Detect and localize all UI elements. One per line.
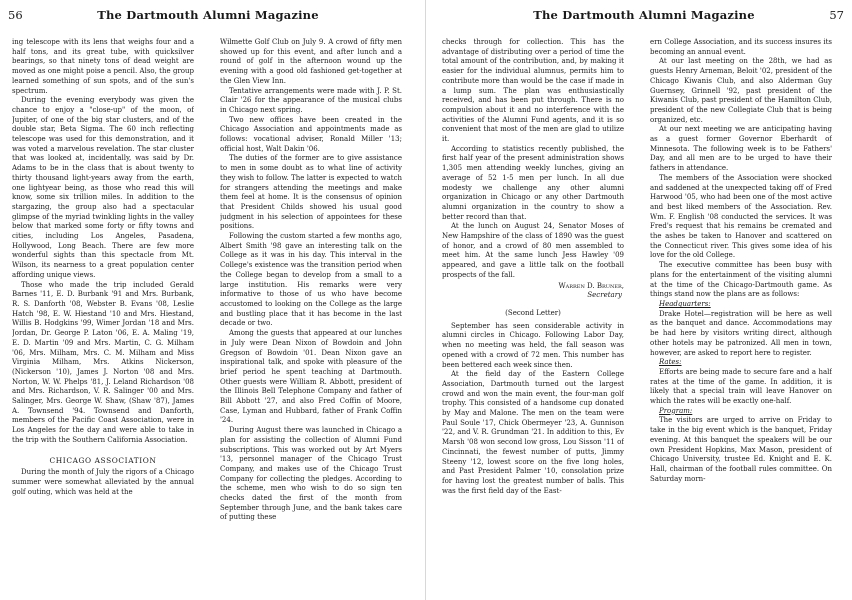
- paragraph: The executive committee has been busy with plans for the entertainment of the visiting alumni at the time of the Chicago-Dartmouth game. As things stand now the plans are as follows:: [650, 261, 832, 299]
- right-column-2: [650, 38, 832, 594]
- left-column-1: [12, 38, 194, 594]
- paragraph: The members of the Association were shocked and saddened at the unexpected taking off of Fred Harwood '05, who had been one of the most active and best liked members of the Association. Rev. Wm. F. English '08 conducted the services. It was Fred's request that his remains be cremated and the ashes be taken to Hanover and scattered on the Connecticut river. This gives some idea of his love for the old College.: [650, 173, 832, 260]
- paragraph: checks through for collection. This has the advantage of distributing over a period of time the total amount of the contribution, and, by making it easier for the individual alumnus, permits him to contribute more than would be the case if made in a lump sum. The plan was enthusiastically received, and has been put through. There is no compulsion about it and no interference with the activities of the Alumni Fund agents, and it is so convenient that most of the men are glad to utilize it.: [442, 38, 624, 144]
- signature-role: Secretary: [587, 291, 622, 300]
- paragraph: At the lunch on August 24, Senator Moses of New Hampshire of the class of 1890 was the guest of honor, and a crowd of 80 men assembled to meet him. At the same lunch Jess Hawley '09 appeared, and gave a little talk on the football prospects of the fall.: [442, 222, 624, 279]
- program-label: Program:: [659, 406, 693, 415]
- paragraph: Following the custom started a few months ago, Albert Smith '98 gave an interesting talk on the College as it was in his day. This interval in the College's existence was the transition period when the College began to develop from a small to a large institution. His remarks were very informative to those of us who have become accustomed to looking on the College as the large and bustling place that it has become in the last decade or two.: [220, 232, 402, 328]
- paragraph: Those who made the trip included Gerald Barnes '11, E. D. Burbank '91 and Mrs. Burbank, R. S. Danforth '08, Webster B. Evans '08, Leslie Hatch '98, E. W. Hiestand '10 and Mrs. Hiestand, Willis B. Hodgkins '99, Wimer Jordan '18 and Mrs. Jordan, Dr. George P. Laton '06, E. A. Maling '19, E. D. Martin '09 and Mrs. Martin, C. G. Milham '06, Mrs. Milham, Mrs. C. M. Milham and Miss Virginia Milham, Mrs. Atkins Nickerson, (Nickerson '10), James J. Norton '08 and Mrs. Norton, W. W. Phelps '81, J. Leland Richardson '08 and Mrs. Richardson, V. R. Salinger '00 and Mrs. Salinger, Mrs. George W. Shaw, (Shaw '87), James A. Townsend '94. Townsend and Danforth, members of the Pacific Coast Association, were in Los Angeles for the day and were able to take in the trip with the Southern California Association.: [12, 280, 194, 444]
- left-page-header: [8, 8, 408, 26]
- right-magazine-title: The Dartmouth Alumni Magazine: [533, 8, 755, 22]
- signature-name: Warren D. Bruner,: [558, 281, 624, 290]
- paragraph: During the month of July the rigors of a Chicago summer were somewhat alleviated by the annual golf outing, which was held at the: [12, 468, 194, 496]
- right-page: [426, 0, 852, 600]
- paragraph: Wilmette Golf Club on July 9. A crowd of fifty men showed up for this event, and after lunch and a round of golf in the afternoon wound up the evening with a good old fashioned get-together at the Glen View Inn.: [220, 38, 402, 85]
- paragraph: At our last meeting on the 28th, we had as guests Henry Arneman, Beloit '02, president of the Chicago Kiwanis Club, and also Alderman Guy Guernsey, Grinnell '92, past president of the Kiwanis Club, past president of the Hamilton Club, president of the new Collegiate Club that is being organized, etc.: [650, 57, 832, 124]
- paragraph: The duties of the former are to give assistance to men in some doubt as to what line of activity they wish to follow. The latter is expected to watch for strangers attending the meetings and make them feel at home. It is the consensus of opinion that President Childs showed his usual good judgment in his selection of appointees for these positions.: [220, 154, 402, 231]
- left-column-2: [220, 38, 402, 594]
- right-page-header: [444, 8, 844, 26]
- paragraph: According to statistics recently published, the first half year of the present administration shows 1,305 men attending weekly lunches, giving an average of 52 1-5 men per lunch. In all due modesty we challenge any other alumni organization in Chicago or any other Dartmouth alumni organization in the country to show a better record than that.: [442, 144, 624, 221]
- left-page-number: 56: [8, 8, 23, 22]
- section-title-chicago-association: CHICAGO ASSOCIATION: [49, 455, 157, 465]
- right-page-number: 57: [829, 8, 844, 22]
- paragraph: September has seen considerable activity in alumni circles in Chicago. Following Labor Day, when no meeting was held, the fall season was opened with a crowd of 72 men. This number has been bettered each week since then.: [442, 321, 624, 369]
- rates-label: Rates:: [659, 358, 682, 367]
- paragraph: During August there was launched in Chicago a plan for assisting the collection of Alumni Fund subscriptions. This was worked out by Art Myers '13, personnel manager of the Chicago Trust Company, and makes use of the Chicago Trust Company for collecting the pledges. According to the scheme, men who wish to do so sign ten checks dated the first of the month from September through June, and the bank takes care of putting these: [220, 426, 402, 522]
- paragraph: Two new offices have been created in the Chicago Association and appointments made as follows: vocational adviser, Ronald Miller '13; official host, Walt Dakin '06.: [220, 115, 402, 153]
- second-letter-heading: (Second Letter): [505, 308, 561, 317]
- right-column-1: [442, 38, 624, 594]
- headquarters-label: Headquarters:: [659, 299, 711, 308]
- paragraph: ern College Association, and its success insures its becoming an annual event.: [650, 38, 832, 56]
- paragraph: Drake Hotel—registration will be here as well as the banquet and dance. Accommodations may be had here by visitors writing direct, although other hotels may be patronized. All men in town, however, are asked to report here to register.: [650, 309, 832, 357]
- paragraph: Tentative arrangements were made with J. P. St. Clair '26 for the appearance of the musical clubs in Chicago next spring.: [220, 86, 402, 114]
- paragraph: At our next meeting we are anticipating having as a guest former Governor Eberhardt of Minnesota. The following week is to be Fathers' Day, and all men are to be urged to have their fathers in attendance.: [650, 125, 832, 173]
- left-magazine-title: The Dartmouth Alumni Magazine: [97, 8, 319, 22]
- paragraph: ing telescope with its lens that weighs four and a half tons, and its great tube, with quicksilver bearings, so that ninety tons of dead weight are moved as one might poise a pencil. Also, the group learned something of sun spots, and of the sun's spectrum.: [12, 38, 194, 95]
- paragraph: During the evening everybody was given the chance to enjoy a "close-up" of the moon, of Jupiter, of one of the big star clusters, and of the double star, Beta Sigma. The 60 inch reflecting telescope was used for this demonstration, and it was voted a marvelous revelation. The star cluster that was looked at, incidentally, was said by Dr. Adams to be in the class that is about twenty to thirty thousand light-years away from the earth, one lightyear being, as those who read this will know, some six trillion miles. In addition to the stargazing, the group also had a spectacular glimpse of the myriad twinkling lights in the valley below that marked some forty or fifty towns and cities, including Los Angeles, Pasadena, Hollywood, Long Beach. There are few more wonderful sights than this spectacle from Mt. Wilson, its nearness to a great population center affording unique views.: [12, 96, 194, 279]
- paragraph: Efforts are being made to secure fare and a half rates at the time of the game. In addition, it is likely that a special train will leave Hanover on which the rates will be exactly one-half.: [650, 367, 832, 406]
- paragraph: The visitors are urged to arrive on Friday to take in the big event which is the banquet, Friday evening. At this banquet the speakers will be our own President Hopkins, Max Mason, president of Chicago University, trustee Ed. Knight and E. K. Hall, chairman of the football rules committee. On Saturday morn-: [650, 416, 832, 483]
- paragraph: Among the guests that appeared at our lunches in July were Dean Nixon of Bowdoin and John Gregson of Bowdoin '01. Dean Nixon gave an inspirational talk, and spoke with pleasure of the brief period he spent teaching at Dartmouth. Other guests were William R. Abbott, president of the Illinois Bell Telephone Company and father of Bill Abbott '27, and also Fred Coffin of Moore, Case, Lyman and Hubbard, father of Frank Coffin '24.: [220, 329, 402, 425]
- paragraph: At the field day of the Eastern College Association, Dartmouth turned out the largest crowd and won the main event, the four-man golf trophy. This consisted of a handsome cup donated by May and Malone. The men on the team were Paul Soule '17, Chick Obermeyer '23, A. Gunnison '22, and V. R. Grundman '21. In addition to this, Ev Marsh '08 won second low gross, Lou Sisson '11 of Cincinnati, the fewest number of putts, Jimmy Steeny '12, lowest score on the five long holes, and Past President Palmer '10, consolation prize for having lost the greatest number of balls. This was the first field day of the East-: [442, 370, 624, 495]
